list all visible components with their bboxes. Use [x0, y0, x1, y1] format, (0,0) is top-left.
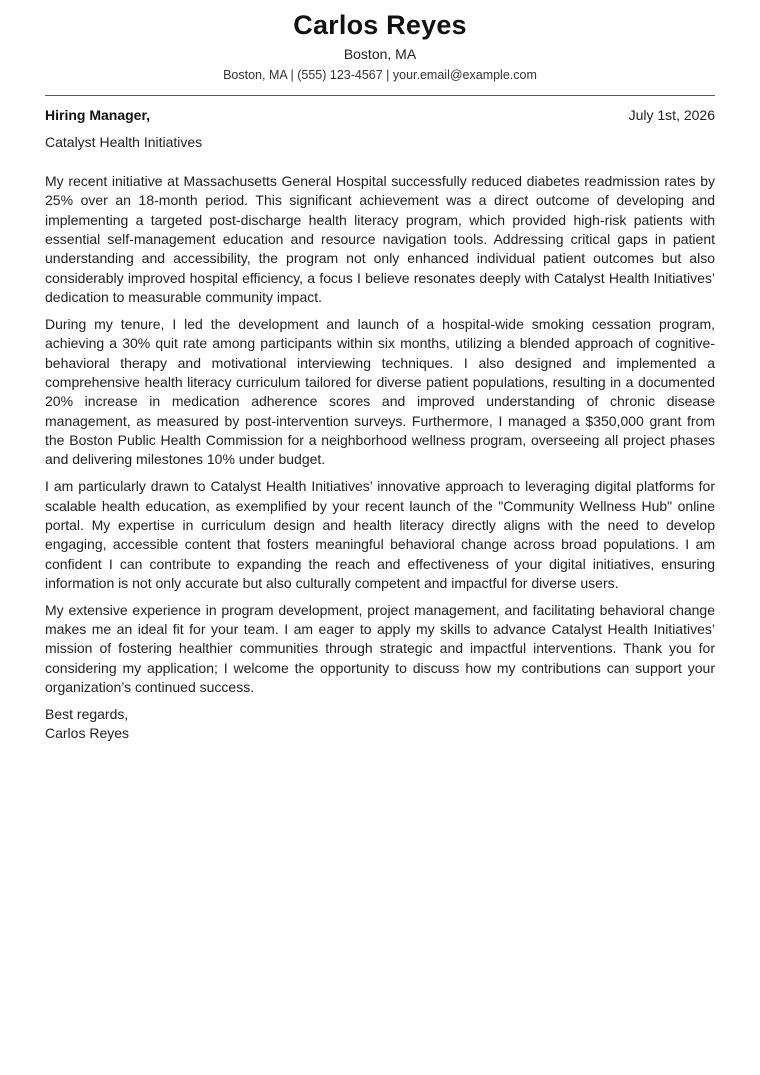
body-paragraph-2: During my tenure, I led the development and launch of a hospital-wide smoking cessation program, achieving a 30% quit rate among participants within six months, utilizing a blended approach of cognitive-behavioral therapy and motivational interviewing techniques. I also designed and implemented a comprehensive health literacy curriculum tailored for diverse patient populations, resulting in a documented 20% increase in medication adherence scores and improved understanding of chronic disease management, as measured by post-intervention surveys. Furthermore, I managed a $350,000 grant from the Boston Public Health Commission for a neighborhood wellness program, overseeing all project phases and delivering milestones 10% under budget.: [45, 315, 715, 468]
letter-body: [45, 172, 715, 697]
letter-closing: [45, 705, 715, 744]
recipient-company: Catalyst Health Initiatives: [45, 134, 203, 150]
letter-date: July 1st, 2026: [628, 107, 715, 123]
closing-phrase: Best regards,: [45, 705, 129, 722]
recipient-date-row: [45, 105, 715, 125]
signature-name: Carlos Reyes: [45, 725, 130, 742]
recipient-salutation: Hiring Manager,: [45, 107, 151, 123]
body-paragraph-3: I am particularly drawn to Catalyst Health Initiatives’ innovative approach to leveraging digital platforms for scalable health education, as exemplified by your recent launch of the "Community Wellness Hub" online portal. My expertise in curriculum design and health literacy directly aligns with the need to develop engaging, accessible content that fosters meaningful behavioral change across broad populations. I am confident I can contribute to expanding the reach and effectiveness of your digital initiatives, ensuring information is not only accurate but also culturally competent and impactful for diverse users.: [45, 478, 715, 591]
body-paragraph-1: My recent initiative at Massachusetts General Hospital successfully reduced diabetes readmission rates by 25% over an 18-month period. This significant achievement was a direct outcome of developing and implementing a targeted post-discharge health literacy program, which provided high-risk patients with essential self-management education and resource navigation tools. Addressing critical gaps in patient understanding and accessibility, the program not only enhanced individual patient outcomes but also considerably improved hospital efficiency, a focus I believe resonates deeply with Catalyst Health Initiatives’ dedication to measurable community impact.: [45, 173, 715, 306]
letter-header: [45, 0, 715, 83]
sender-contact-line: Boston, MA | (555) 123-4567 | your.email@example.com: [223, 68, 537, 82]
header-divider: [45, 95, 715, 96]
sender-name: Carlos Reyes: [293, 10, 467, 40]
body-paragraph-4: My extensive experience in program development, project management, and facilitating behavioral change makes me an ideal fit for your team. I am eager to apply my skills to advance Catalyst Health Initiatives’ mission of fostering healthier communities through strategic and impactful interventions. Thank you for considering my application; I welcome the opportunity to discuss how my contributions can support your organization’s continued success.: [45, 601, 715, 696]
sender-location: Boston, MA: [343, 46, 417, 62]
